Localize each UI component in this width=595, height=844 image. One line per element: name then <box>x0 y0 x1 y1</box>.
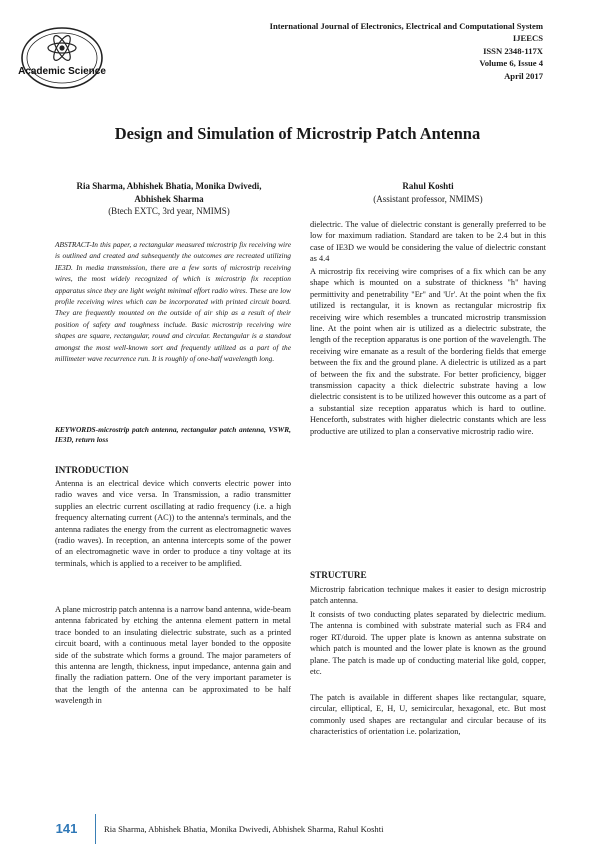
page-number: 141 <box>38 814 96 844</box>
advisor-name: Rahul Koshti <box>402 181 454 191</box>
journal-abbrev: IJEECS <box>512 33 543 44</box>
logo-text: Academic Science <box>18 66 106 77</box>
structure-paragraph-3: The patch is available in different shapes like rectangular, square, circular, elliptical, E, H, U, semicircular, hexagonal, etc. But most commonly used shapes are rectangular and circular because of its characteristics of orientation i.e. polarization, <box>310 693 546 737</box>
author-names: Ria Sharma, Abhishek Bhatia, Monika Dwivedi, Abhishek Sharma <box>76 181 262 204</box>
academic-science-logo <box>18 22 106 94</box>
journal-issn: ISSN 2348-117X <box>483 45 543 56</box>
abstract: ABSTRACT-In this paper, a rectangular measured microstrip fix receiving wire is outlined and created and subsequently the outcomes are recreated utilizing IE3D. In media transmission, there are a few sorts of microstrip receiving wires, the most widely recognized of which is microstrip fix reception apparatus since they are light weight minimal effort radio wires. These are low profile receiving wires which can be incorporated with printed circuit board. They are frequently mounted on the outside of air ship as a result of their position of safety and toughness include. Basic microstrip receiving wire shapes are square, rectangular, round and circular. Rectangular is a standout amongst the most well-known sort and frequently utilized as a part of the millimeter wave recurrence run. It is roughly of one-half wavelength long. <box>55 240 291 364</box>
footer-authors: Ria Sharma, Abhishek Bhatia, Monika Dwivedi, Abhishek Sharma, Rahul Koshti <box>104 824 384 834</box>
authors-left <box>60 180 278 218</box>
introduction-paragraph-2: A plane microstrip patch antenna is a narrow band antenna, wide-beam antenna fabricated by etching the antenna element pattern in metal trace bonded to an insulating dielectric substrate, such as a printed circuit board, with a continuous metal layer bonded to the opposite side of the substrate which forms a ground. The major parameters of this antenna are length, thickness, input impedance, antenna gain and finally the radiation pattern. One of the very important parameter is that the length of the antenna can be approximated to be half wavelength in <box>55 605 291 706</box>
introduction-paragraph-1: Antenna is an electrical device which converts electric power into radio waves and vice versa. In Transmission, a radio transmitter supplies an electric current oscillating at radio frequency (i.e. a high frequency alternating current (AC)) to the antenna's terminals, and the antenna radiates the energy from the current as electromagnetic waves (radio waves). In reception, an antenna intercepts some of the power of an electromagnetic wave in order to produce a tiny voltage at its terminals, which is applied to a receiver to be amplified. <box>55 479 291 568</box>
introduction-heading: INTRODUCTION <box>55 465 129 475</box>
journal-header <box>270 20 543 82</box>
keywords: KEYWORDS-microstrip patch antenna, rectangular patch antenna, VSWR, IE3D, return loss <box>55 425 291 445</box>
structure-heading: STRUCTURE <box>310 570 367 580</box>
author-affiliation: (Btech EXTC, 3rd year, NMIMS) <box>108 206 230 216</box>
journal-date: April 2017 <box>504 70 543 81</box>
advisor-affiliation: (Assistant professor, NMIMS) <box>373 193 483 204</box>
microstrip-description-paragraph: A microstrip fix receiving wire comprises of a fix which can be any shape which is mounted on a substrate of thickness "h" having permittivity and penetrability "Er" and 'Ur'. At the point when the fix utilized is rectangular, it is known as rectangular microstrip fix receiving wire which resembles a truncated microstrip transmission line. At the point when air is utilized as a dielectric substrate, the length of the reception apparatus is one portion of the wavelength. The receiving wire emanate as a result of the bordering fields that emerge between the fix and the ground plane. A dielectric is utilized as a part of between the fix and the substrate. For better proficiency, bigger transmission capacity a thick dielectric substrate having a low dielectric consistent is to be utilized however this outcome as a part of a substantial size reception apparatus which is hard to outline. Henceforth, substrates with higher dielectric constants which are less productive are utilized to plan a conservative microstrip radio wire. <box>310 267 546 436</box>
structure-paragraph-2: It consists of two conducting plates separated by dielectric medium. The antenna is combined with substrate material such as FR4 and roger RT/duroid. The upper plate is known as antenna substrate on which patch is mounted and the lower plate is known as the ground plane. The patch is made up of conducting material like gold, copper, etc. <box>310 610 546 677</box>
journal-name: International Journal of Electronics, Electrical and Computational System <box>269 21 543 31</box>
paper-title: Design and Simulation of Microstrip Patch Antenna <box>114 124 481 143</box>
dielectric-paragraph: dielectric. The value of dielectric constant is generally preferred to be low for maximum radiation. Standard are taken to be 2.4 but in this case of IE3D we would be considering the value of dielectric constant as 4.4 <box>310 220 546 264</box>
journal-volume: Volume 6, Issue 4 <box>479 58 543 69</box>
structure-paragraph-1: Microstrip fabrication technique makes it easier to design microstrip patch antenna. <box>310 585 546 606</box>
authors-right <box>310 180 546 205</box>
